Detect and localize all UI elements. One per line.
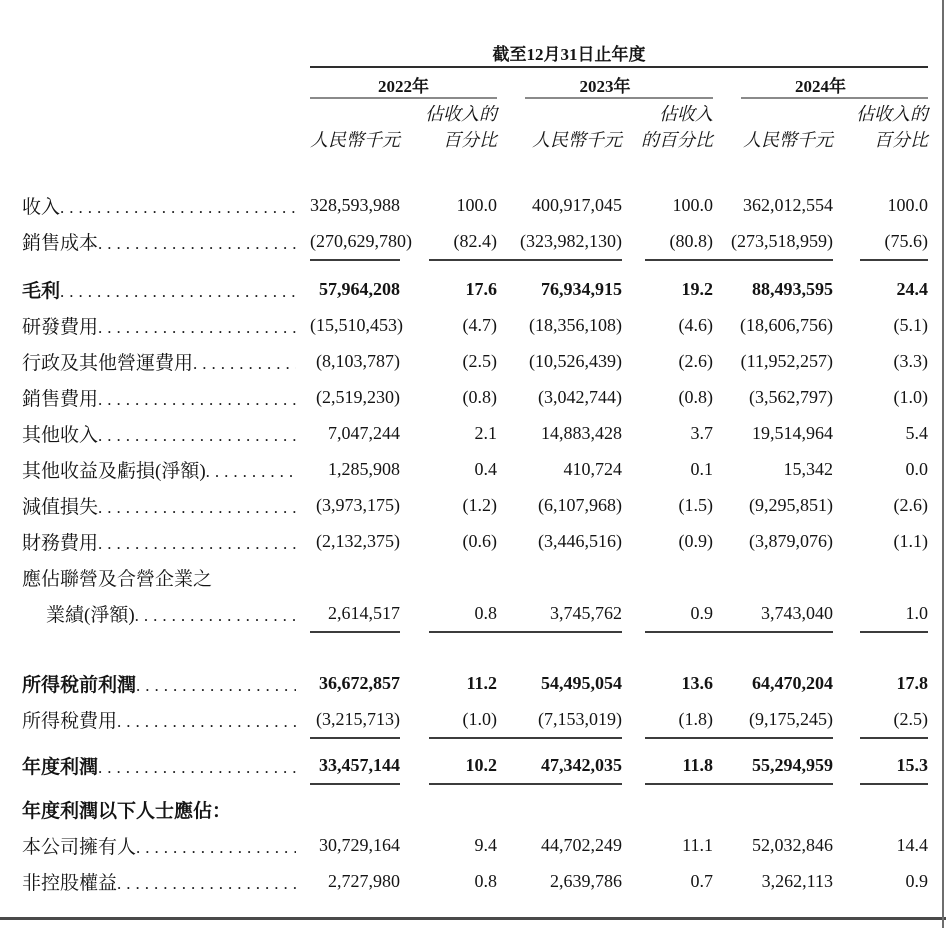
- dot-leader: [206, 461, 296, 482]
- pct-header-2023-line2: 的百分比: [641, 130, 713, 150]
- cell-2022-amount: 30,729,164: [319, 834, 400, 855]
- cell-2023-pct: (2.6): [678, 350, 713, 371]
- cell-2024-pct: 14.4: [896, 834, 928, 855]
- pct-header-2022-line1: 佔收入的: [425, 104, 497, 124]
- dot-leader: [135, 605, 296, 626]
- dot-leader: [60, 281, 296, 302]
- cell-2023-amount: (3,042,744): [538, 386, 622, 407]
- cell-2022-pct: 17.6: [465, 278, 497, 299]
- cell-2022-amount: 57,964,208: [319, 278, 400, 299]
- cell-2023-amount: 400,917,045: [532, 194, 622, 215]
- cell-2024-amount: 55,294,959: [752, 754, 833, 775]
- dot-leader: [98, 757, 296, 778]
- cell-2023-pct: 19.2: [681, 278, 713, 299]
- cell-2022-amount: (270,629,780): [310, 230, 412, 251]
- table-row-finance-costs: [22, 523, 928, 559]
- cell-2023-amount: 44,702,249: [541, 834, 622, 855]
- dot-leader: [136, 837, 296, 858]
- cell-2022-amount: (8,103,787): [316, 350, 400, 371]
- cell-2024-pct: (1.1): [893, 530, 928, 551]
- cell-2024-pct: 0.9: [905, 870, 928, 891]
- cell-2022-pct: 11.2: [466, 672, 497, 693]
- amount-header-2023: 人民幣千元: [532, 130, 622, 150]
- cell-2022-amount: 7,047,244: [328, 422, 400, 443]
- cell-2023-amount: (6,107,968): [538, 494, 622, 515]
- year-underline: [741, 97, 928, 99]
- dot-leader: [98, 317, 296, 338]
- subtotal-rule: [22, 737, 928, 739]
- cell-2022-pct: 100.0: [456, 194, 497, 215]
- cell-2024-amount: 3,743,040: [761, 602, 833, 623]
- cell-2024-amount: (273,518,959): [731, 230, 833, 251]
- year-group-2024: [713, 68, 928, 98]
- row-label: 減值損失: [22, 496, 99, 518]
- cell-2023-pct: 0.9: [690, 602, 713, 623]
- table-row-share-of-jv-results: [22, 595, 928, 631]
- page-bottom-border: [0, 917, 946, 920]
- year-label: 2024年: [795, 77, 846, 96]
- dot-leader: [117, 873, 296, 894]
- cell-2022-amount: (3,973,175): [316, 494, 400, 515]
- pct-header-2024-line2: 百分比: [874, 130, 928, 150]
- cell-2022-pct: (1.0): [462, 708, 497, 729]
- pct-header-2024-line1: 佔收入的: [856, 104, 928, 124]
- year-underline: [310, 97, 497, 99]
- cell-2022-amount: (2,132,375): [316, 530, 400, 551]
- row-label: 年度利潤以下人士應佔：: [22, 800, 232, 822]
- row-label: 銷售費用: [22, 388, 99, 410]
- cell-2024-pct: 17.8: [896, 672, 928, 693]
- cell-2024-pct: 1.0: [905, 602, 928, 623]
- table-row-profit-for-the-year: [22, 747, 928, 783]
- row-label: 所得稅前利潤: [22, 674, 137, 696]
- row-label: 所得稅費用: [22, 710, 118, 732]
- row-label: 應佔聯營及合營企業之: [22, 568, 213, 590]
- row-label: 非控股權益: [22, 872, 118, 894]
- cell-2022-amount: 328,593,988: [310, 194, 400, 215]
- table-row-profit-before-tax: [22, 665, 928, 701]
- table-row-selling-expenses: [22, 379, 928, 415]
- cell-2023-pct: (80.8): [669, 230, 713, 251]
- cell-2024-pct: 5.4: [905, 422, 928, 443]
- table-row-rd-expenses: [22, 307, 928, 343]
- cell-2024-amount: 15,342: [783, 458, 833, 479]
- cell-2022-pct: (0.8): [462, 386, 497, 407]
- cell-2023-pct: (4.6): [678, 314, 713, 335]
- cell-2024-pct: 15.3: [896, 754, 928, 775]
- cell-2022-amount: 2,727,980: [328, 870, 400, 891]
- cell-2024-amount: 3,262,113: [761, 870, 833, 891]
- cell-2023-pct: 11.1: [682, 834, 713, 855]
- cell-2023-pct: 100.0: [672, 194, 713, 215]
- dot-leader: [98, 233, 296, 254]
- cell-2023-amount: 47,342,035: [541, 754, 622, 775]
- cell-2022-pct: 9.4: [474, 834, 497, 855]
- cell-2024-amount: (3,562,797): [749, 386, 833, 407]
- cell-2024-pct: 0.0: [905, 458, 928, 479]
- year-underline: [525, 97, 713, 99]
- row-label: 財務費用: [22, 532, 99, 554]
- cell-2022-amount: 36,672,857: [319, 672, 400, 693]
- dot-leader: [98, 389, 296, 410]
- cell-2023-pct: 13.6: [681, 672, 713, 693]
- cell-2022-pct: 10.2: [465, 754, 497, 775]
- row-label: 收入: [22, 196, 61, 218]
- table-row-other-income: [22, 415, 928, 451]
- cell-2024-amount: (3,879,076): [749, 530, 833, 551]
- cell-2024-pct: 100.0: [887, 194, 928, 215]
- table-row-gross-profit: [22, 271, 928, 307]
- cell-2024-amount: 362,012,554: [743, 194, 833, 215]
- pct-header-2022-line2: 百分比: [443, 130, 497, 150]
- cell-2024-amount: 64,470,204: [752, 672, 833, 693]
- row-label: 業績(淨額): [46, 604, 135, 626]
- year-group-2023: [497, 68, 713, 98]
- cell-2023-pct: (0.9): [678, 530, 713, 551]
- cell-2023-pct: (1.5): [678, 494, 713, 515]
- cell-2023-amount: 2,639,786: [550, 870, 622, 891]
- row-label: 毛利: [22, 280, 61, 302]
- cell-2023-pct: (0.8): [678, 386, 713, 407]
- cell-2023-amount: (18,356,108): [529, 314, 622, 335]
- year-label: 2023年: [579, 77, 631, 96]
- dot-leader: [193, 353, 296, 374]
- table-row-share-of-jv-line1: [22, 559, 928, 595]
- cell-2023-pct: 3.7: [690, 422, 713, 443]
- cell-2022-pct: 2.1: [474, 422, 497, 443]
- cell-2023-pct: 11.8: [682, 754, 713, 775]
- cell-2022-amount: 2,614,517: [328, 602, 400, 623]
- cell-2022-pct: (0.6): [462, 530, 497, 551]
- table-row-income-tax-expense: [22, 701, 928, 737]
- row-label: 研發費用: [22, 316, 99, 338]
- cell-2023-amount: 76,934,915: [541, 278, 622, 299]
- cell-2024-amount: (11,952,257): [740, 350, 833, 371]
- subtotal-rule: [22, 631, 928, 633]
- year-group-2022: [310, 68, 497, 98]
- cell-2022-pct: 0.8: [474, 870, 497, 891]
- cell-2022-amount: (15,510,453): [310, 314, 403, 335]
- cell-2024-amount: (18,606,756): [740, 314, 833, 335]
- table-row-revenue: [22, 187, 928, 223]
- dot-leader: [98, 425, 296, 446]
- cell-2024-pct: 24.4: [896, 278, 928, 299]
- table-row-owners-of-company: [22, 827, 928, 863]
- cell-2023-amount: (7,153,019): [538, 708, 622, 729]
- cell-2023-pct: 0.7: [690, 870, 713, 891]
- cell-2024-pct: (2.6): [893, 494, 928, 515]
- subtotal-rule: [22, 259, 928, 261]
- row-label: 年度利潤: [22, 756, 99, 778]
- cell-2024-amount: 88,493,595: [752, 278, 833, 299]
- cell-2023-amount: 410,724: [563, 458, 622, 479]
- cell-2024-amount: (9,295,851): [749, 494, 833, 515]
- dot-leader: [98, 533, 296, 554]
- total-rule: [22, 783, 928, 785]
- cell-2023-amount: 14,883,428: [541, 422, 622, 443]
- cell-2022-amount: 33,457,144: [319, 754, 400, 775]
- cell-2022-amount: 1,285,908: [328, 458, 400, 479]
- cell-2022-pct: (2.5): [462, 350, 497, 371]
- row-label: 其他收入: [22, 424, 99, 446]
- table-row-admin-expenses: [22, 343, 928, 379]
- cell-2023-amount: (10,526,439): [529, 350, 622, 371]
- cell-2023-pct: 0.1: [690, 458, 713, 479]
- cell-2022-pct: (4.7): [462, 314, 497, 335]
- row-label: 其他收益及虧損(淨額): [22, 460, 206, 482]
- cell-2024-amount: (9,175,245): [749, 708, 833, 729]
- amount-header-2022: 人民幣千元: [310, 130, 400, 150]
- cell-2022-pct: (1.2): [462, 494, 497, 515]
- cell-2023-amount: (323,982,130): [520, 230, 622, 251]
- cell-2024-amount: 52,032,846: [752, 834, 833, 855]
- year-label: 2022年: [378, 77, 429, 96]
- cell-2024-pct: (2.5): [893, 708, 928, 729]
- income-statement-table: [22, 0, 928, 899]
- amount-header-2024: 人民幣千元: [743, 130, 833, 150]
- year-group-header-row: [310, 68, 928, 98]
- cell-2022-pct: 0.4: [474, 458, 497, 479]
- column-subheader-row-1: [22, 98, 928, 126]
- dot-leader: [60, 197, 296, 218]
- cell-2024-pct: (75.6): [884, 230, 928, 251]
- cell-2023-pct: (1.8): [678, 708, 713, 729]
- cell-2024-pct: (5.1): [893, 314, 928, 335]
- cell-2023-amount: (3,446,516): [538, 530, 622, 551]
- row-label: 行政及其他營運費用: [22, 352, 194, 374]
- cell-2022-amount: (3,215,713): [316, 708, 400, 729]
- page-right-border: [942, 0, 944, 928]
- row-label: 本公司擁有人: [22, 836, 137, 858]
- dot-leader: [136, 675, 296, 696]
- table-row-attributable-header: [22, 791, 928, 827]
- cell-2022-pct: (82.4): [453, 230, 497, 251]
- pct-header-2023-line1: 佔收入: [659, 104, 713, 124]
- cell-2023-amount: 54,495,054: [541, 672, 622, 693]
- cell-2022-amount: (2,519,230): [316, 386, 400, 407]
- table-row-non-controlling-interests: [22, 863, 928, 899]
- cell-2024-pct: (1.0): [893, 386, 928, 407]
- cell-2024-amount: 19,514,964: [752, 422, 833, 443]
- table-row-other-gains-losses: [22, 451, 928, 487]
- dot-leader: [98, 497, 296, 518]
- row-label: 銷售成本: [22, 232, 99, 254]
- column-subheader-row-2: [22, 126, 928, 152]
- cell-2022-pct: 0.8: [474, 602, 497, 623]
- table-title: 截至12月31日止年度: [310, 40, 928, 68]
- table-row-impairment-losses: [22, 487, 928, 523]
- cell-2024-pct: (3.3): [893, 350, 928, 371]
- cell-2023-amount: 3,745,762: [550, 602, 622, 623]
- dot-leader: [117, 711, 296, 732]
- table-row-cost-of-sales: [22, 223, 928, 259]
